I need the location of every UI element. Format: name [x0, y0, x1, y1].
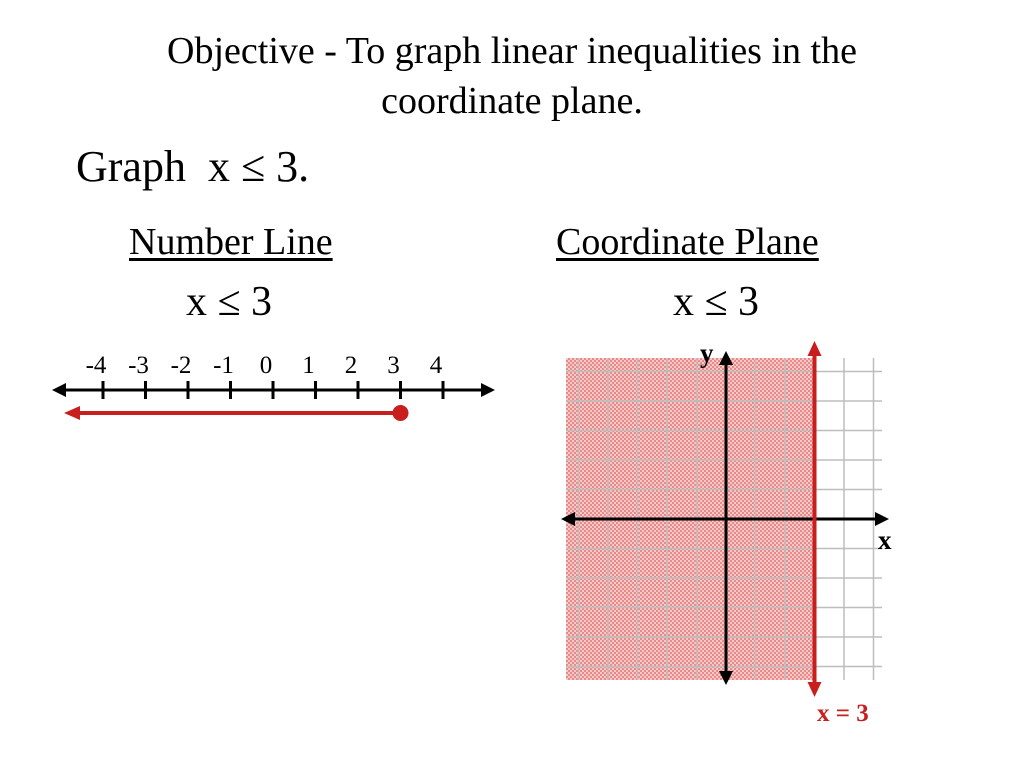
number-line-tick-label: 2	[344, 352, 358, 379]
x-axis-right-arrow-icon	[875, 512, 889, 526]
number-line-tick-label: -2	[170, 352, 192, 379]
x-axis-label: x	[878, 525, 892, 555]
problem-prompt: Graph x ≤ 3.	[76, 142, 310, 191]
coordinate-plane-heading: Coordinate Plane	[556, 221, 819, 263]
objective-line-2: coordinate plane.	[381, 80, 643, 122]
boundary-bottom-arrow-icon	[808, 682, 822, 697]
objective-line-1: Objective - To graph linear inequalities in the	[167, 30, 857, 72]
number-line-tick-label: -1	[213, 352, 234, 379]
boundary-label: x = 3	[817, 700, 869, 727]
coordinate-plane-inequality: x ≤ 3	[673, 279, 760, 325]
number-line-tick-label: 0	[259, 352, 273, 379]
number-line-tick-label: 3	[387, 352, 400, 379]
y-axis-label: y	[700, 338, 714, 368]
boundary-top-arrow-icon	[808, 341, 822, 356]
number-line-tick-label: 4	[429, 352, 443, 379]
number-line-heading: Number Line	[129, 221, 333, 263]
number-line-tick-label: -4	[85, 352, 107, 379]
number-line-inequality: x ≤ 3	[186, 279, 273, 325]
number-line-tick-label: 1	[302, 352, 315, 379]
number-line-tick-label: -3	[128, 352, 149, 379]
